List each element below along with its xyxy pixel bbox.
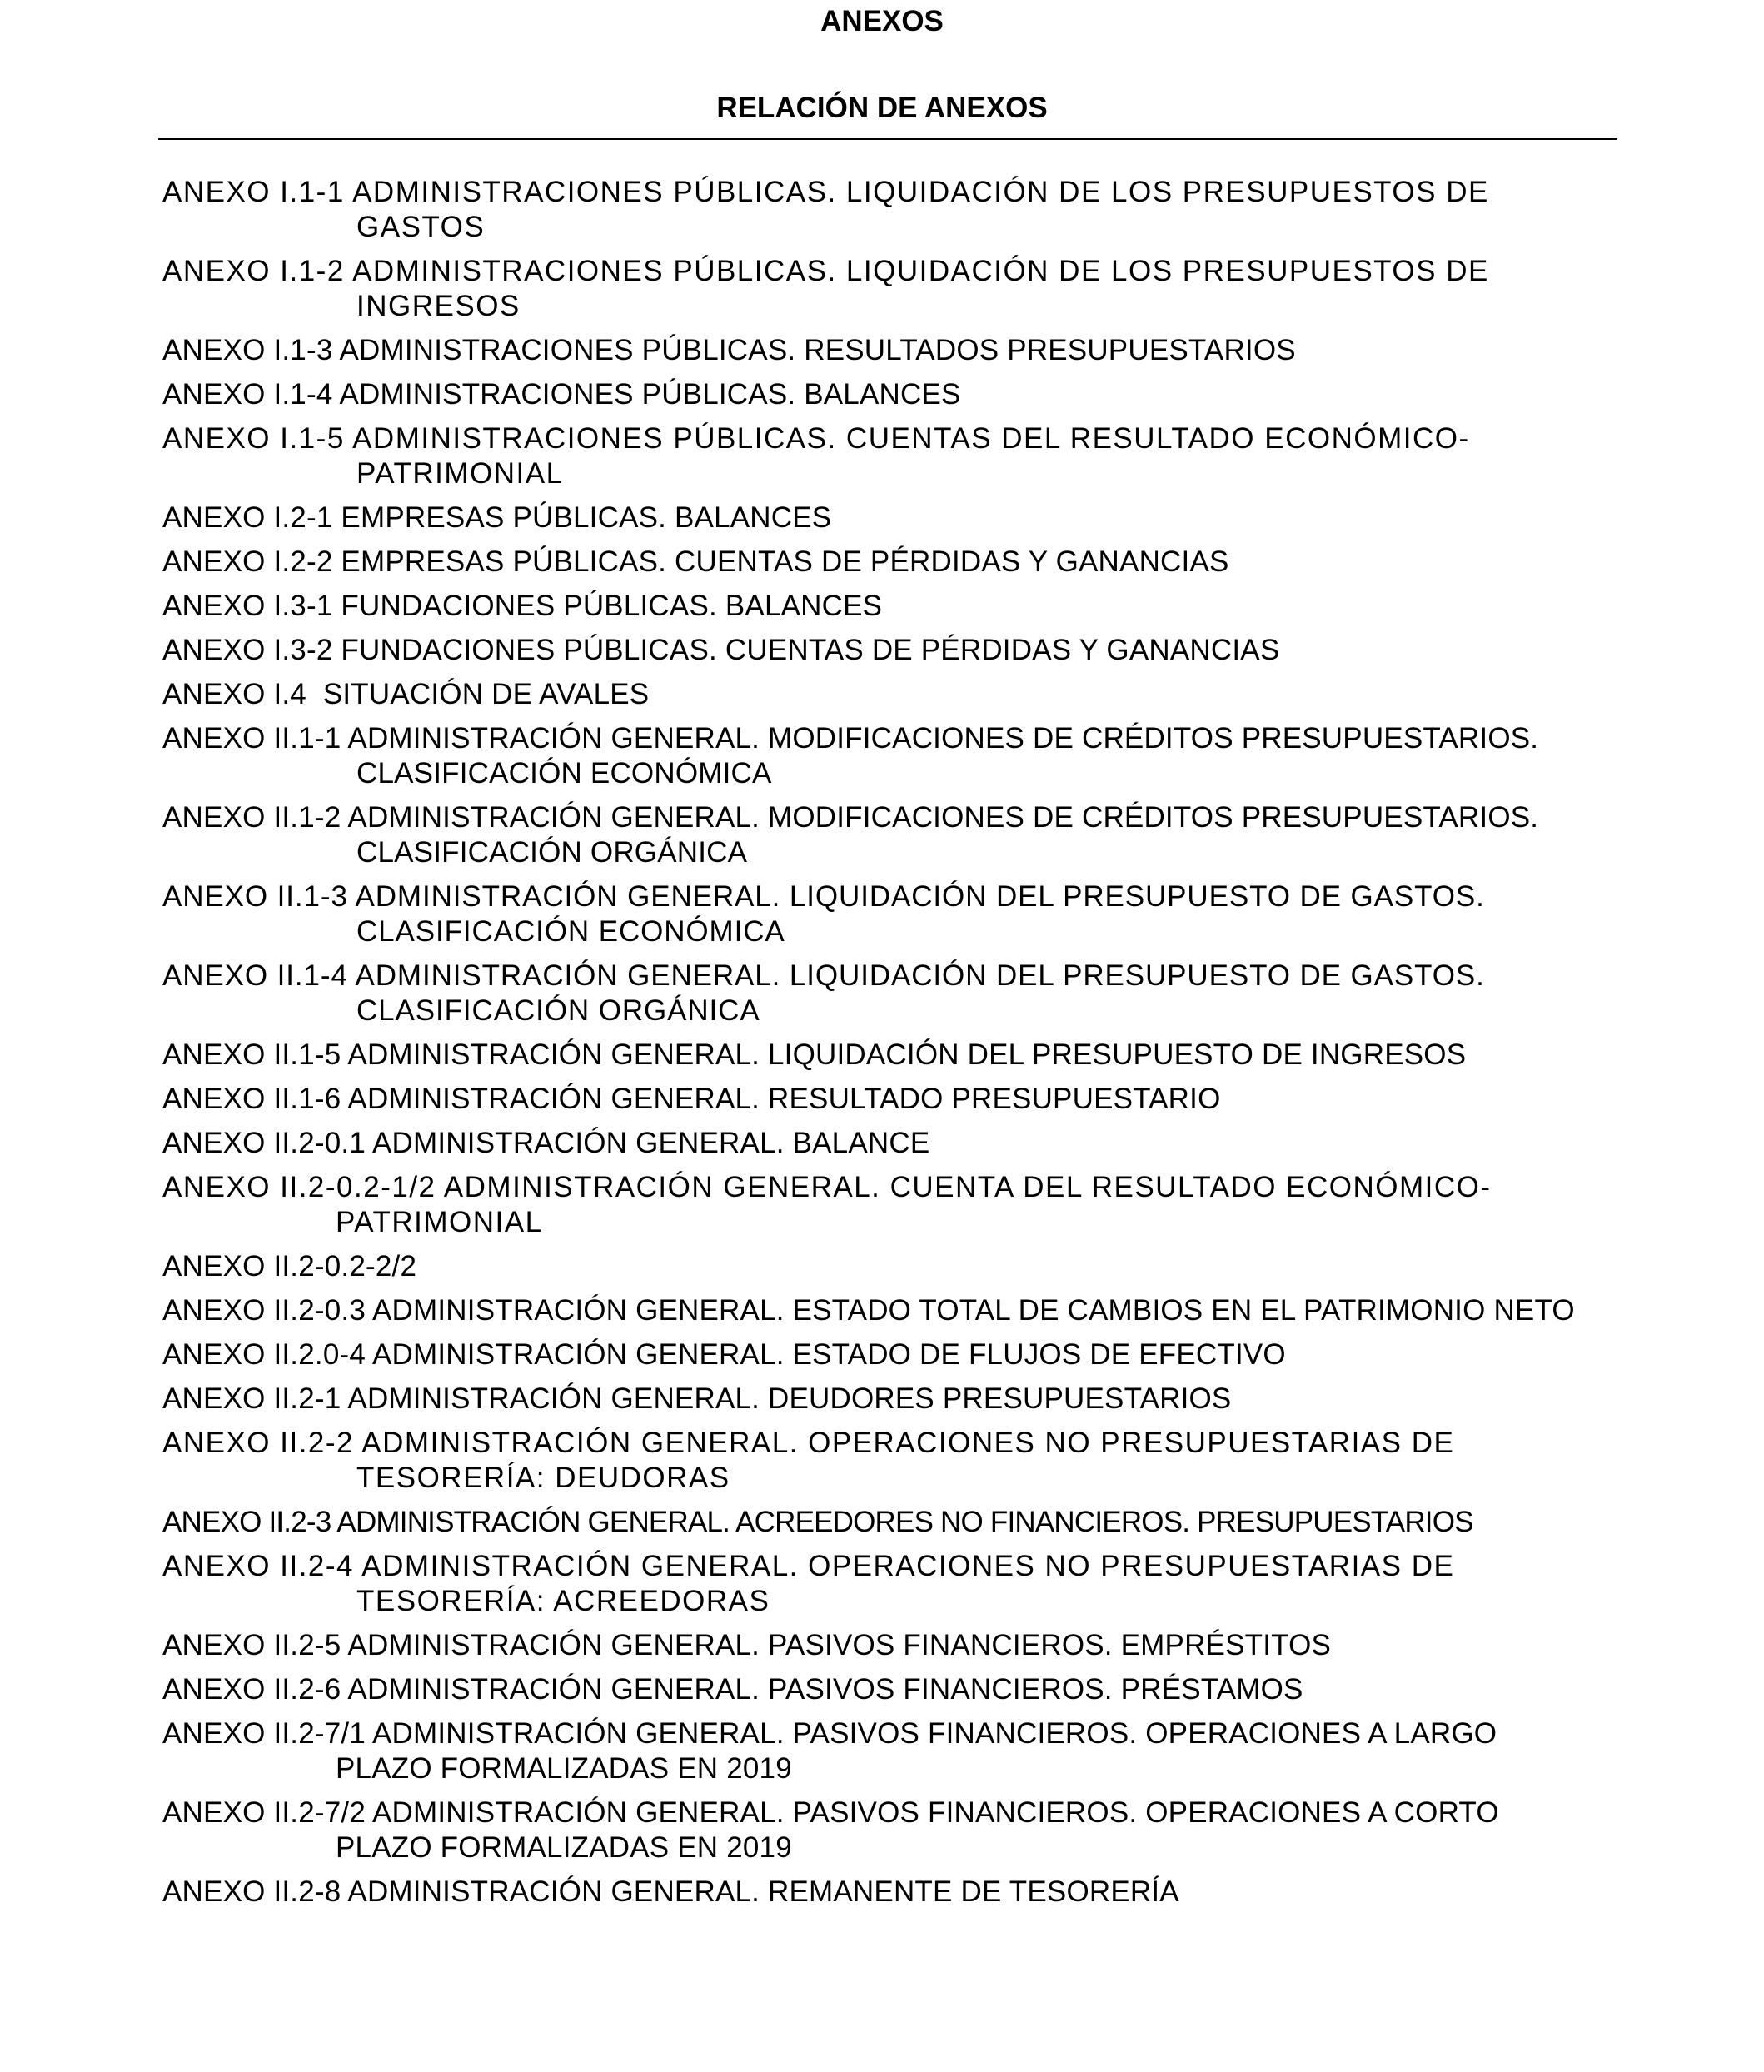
annex-item: ANEXO II.2-4 ADMINISTRACIÓN GENERAL. OPERACIONES NO PRESUPUESTARIAS DE TESORERÍA: ACREEDORAS xyxy=(162,1550,1455,1617)
annex-item: ANEXO II.1-5 ADMINISTRACIÓN GENERAL. LIQUIDACIÓN DEL PRESUPUESTO DE INGRESOS xyxy=(162,1038,1467,1071)
annex-item: ANEXO I.1-4 ADMINISTRACIONES PÚBLICAS. BALANCES xyxy=(162,378,961,411)
page-title: ANEXOS xyxy=(820,5,944,37)
annex-item: ANEXO I.1-1 ADMINISTRACIONES PÚBLICAS. LIQUIDACIÓN DE LOS PRESUPUESTOS DE GASTOS xyxy=(162,176,1489,243)
annex-item: ANEXO II.1-2 ADMINISTRACIÓN GENERAL. MODIFICACIONES DE CRÉDITOS PRESUPUESTARIOS. CLASIFICACIÓN ORGÁNICA xyxy=(162,801,1539,869)
title-divider xyxy=(158,138,1617,140)
annex-item: ANEXO I.3-1 FUNDACIONES PÚBLICAS. BALANCES xyxy=(162,590,883,622)
annex-item: ANEXO I.2-1 EMPRESAS PÚBLICAS. BALANCES xyxy=(162,501,832,534)
annex-item: ANEXO II.2-1 ADMINISTRACIÓN GENERAL. DEUDORES PRESUPUESTARIOS xyxy=(162,1382,1232,1415)
annex-item: ANEXO II.1-6 ADMINISTRACIÓN GENERAL. RESULTADO PRESUPUESTARIO xyxy=(162,1083,1221,1115)
annex-item: ANEXO I.2-2 EMPRESAS PÚBLICAS. CUENTAS DE PÉRDIDAS Y GANANCIAS xyxy=(162,545,1229,578)
annex-item: ANEXO II.2-0.2-2/2 xyxy=(162,1250,417,1283)
annex-item: ANEXO II.2-6 ADMINISTRACIÓN GENERAL. PASIVOS FINANCIEROS. PRÉSTAMOS xyxy=(162,1673,1303,1706)
annex-item: ANEXO II.2-0.2-1/2 ADMINISTRACIÓN GENERAL. CUENTA DEL RESULTADO ECONÓMICO-PATRIMONIAL xyxy=(162,1171,1492,1238)
annex-item: ANEXO II.1-1 ADMINISTRACIÓN GENERAL. MODIFICACIONES DE CRÉDITOS PRESUPUESTARIOS. CLASIFICACIÓN ECONÓMICA xyxy=(162,722,1539,789)
annex-item: ANEXO I.3-2 FUNDACIONES PÚBLICAS. CUENTAS DE PÉRDIDAS Y GANANCIAS xyxy=(162,634,1280,666)
annex-item: ANEXO II.2-2 ADMINISTRACIÓN GENERAL. OPERACIONES NO PRESUPUESTARIAS DE TESORERÍA: DEUDORAS xyxy=(162,1427,1455,1494)
annex-item: ANEXO I.1-5 ADMINISTRACIONES PÚBLICAS. CUENTAS DEL RESULTADO ECONÓMICO-PATRIMONIAL xyxy=(162,422,1470,490)
annex-item: ANEXO I.1-3 ADMINISTRACIONES PÚBLICAS. RESULTADOS PRESUPUESTARIOS xyxy=(162,334,1296,366)
annex-item: ANEXO I.1-2 ADMINISTRACIONES PÚBLICAS. LIQUIDACIÓN DE LOS PRESUPUESTOS DE INGRESOS xyxy=(162,255,1489,322)
annex-item: ANEXO II.2-0.3 ADMINISTRACIÓN GENERAL. ESTADO TOTAL DE CAMBIOS EN EL PATRIMONIO NETO xyxy=(162,1294,1575,1327)
annex-item: ANEXO II.2.0-4 ADMINISTRACIÓN GENERAL. ESTADO DE FLUJOS DE EFECTIVO xyxy=(162,1338,1286,1371)
annex-item: ANEXO II.2-0.1 ADMINISTRACIÓN GENERAL. BALANCE xyxy=(162,1127,930,1159)
annex-item: ANEXO II.2-8 ADMINISTRACIÓN GENERAL. REMANENTE DE TESORERÍA xyxy=(162,1875,1179,1908)
annex-item: ANEXO I.4 SITUACIÓN DE AVALES xyxy=(162,678,650,710)
annex-list xyxy=(162,175,1578,1919)
annex-item: ANEXO II.2-3 ADMINISTRACIÓN GENERAL. ACREEDORES NO FINANCIEROS. PRESUPUESTARIOS xyxy=(162,1506,1473,1538)
annex-item: ANEXO II.2-7/1 ADMINISTRACIÓN GENERAL. PASIVOS FINANCIEROS. OPERACIONES A LARGO PLAZO FORMALIZADAS EN 2019 xyxy=(162,1717,1497,1785)
annex-item: ANEXO II.1-4 ADMINISTRACIÓN GENERAL. LIQUIDACIÓN DEL PRESUPUESTO DE GASTOS. CLASIFICACIÓN ORGÁNICA xyxy=(162,959,1485,1027)
page-subtitle: RELACIÓN DE ANEXOS xyxy=(716,92,1048,124)
annex-item: ANEXO II.1-3 ADMINISTRACIÓN GENERAL. LIQUIDACIÓN DEL PRESUPUESTO DE GASTOS. CLASIFICACIÓN ECONÓMICA xyxy=(162,880,1485,948)
annex-item: ANEXO II.2-7/2 ADMINISTRACIÓN GENERAL. PASIVOS FINANCIEROS. OPERACIONES A CORTO PLAZO FORMALIZADAS EN 2019 xyxy=(162,1796,1499,1864)
annex-item: ANEXO II.2-5 ADMINISTRACIÓN GENERAL. PASIVOS FINANCIEROS. EMPRÉSTITOS xyxy=(162,1629,1332,1661)
